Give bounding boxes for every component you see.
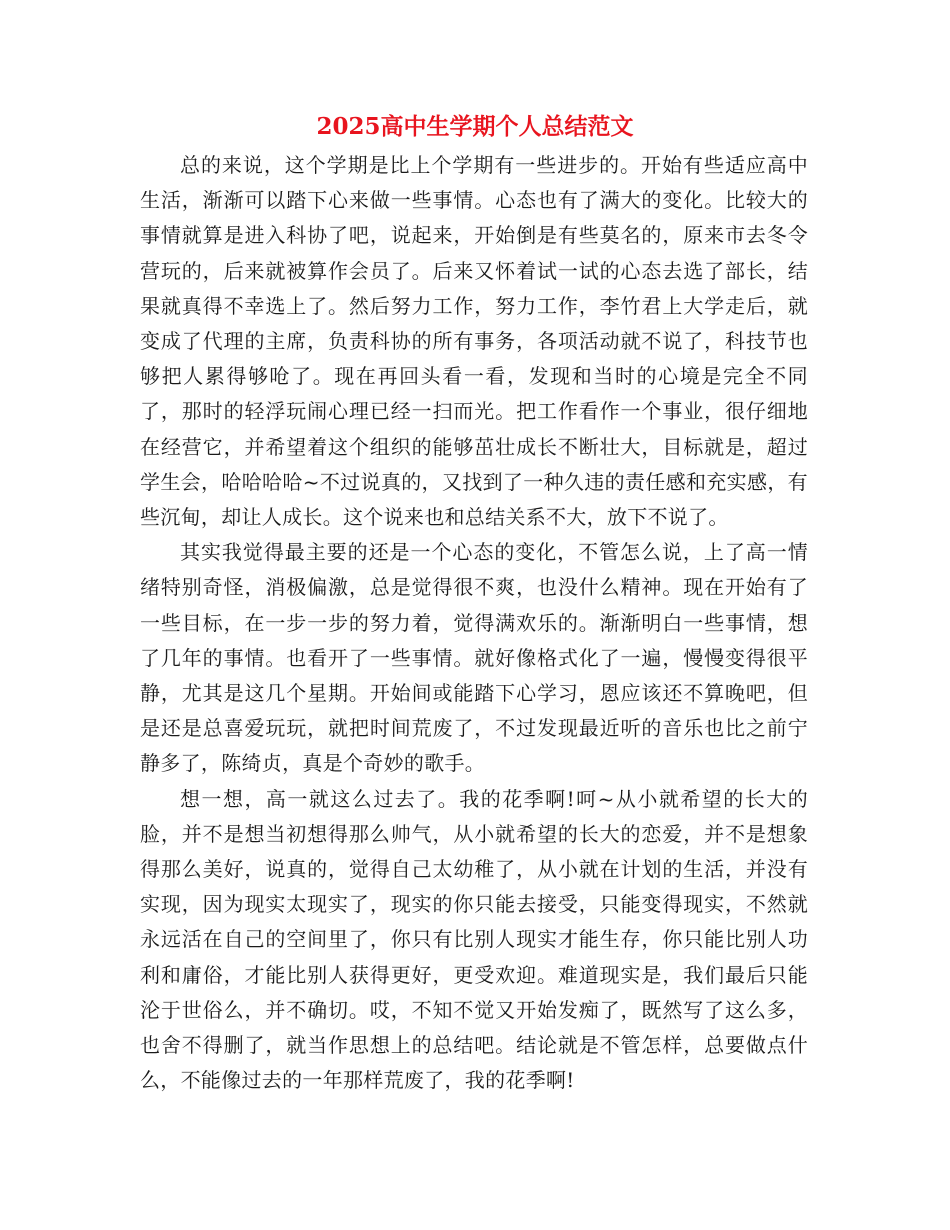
paragraph: 想一想，高一就这么过去了。我的花季啊!呵~从小就希望的长大的脸，并不是想当初想得那么帅气，从小就希望的长大的恋爱，并不是想象得那么美好，说真的，觉得自己太幼稚了，从小就在计划的生活，并没有实现，因为现实太现实了，现实的你只能去接受，只能变得现实，不然就永远活在自己的空间里了，你只有比别人现实才能生存，你只能比别人功利和庸俗，才能比别人获得更好，更受欢迎。难道现实是，我们最后只能沦于世俗么，并不确切。哎，不知不觉又开始发痴了，既然写了这么多，也舍不得删了，就当作思想上的总结吧。结论就是不管怎样，总要做点什么，不能像过去的一年那样荒废了，我的花季啊! — [140, 786, 808, 1093]
paragraph: 其实我觉得最主要的还是一个心态的变化，不管怎么说，上了高一情绪特别奇怪，消极偏激，总是觉得很不爽，也没什么精神。现在开始有了一些目标，在一步一步的努力着，觉得满欢乐的。渐渐明白一些事情，想了几年的事情。也看开了一些事情。就好像格式化了一遍，慢慢变得很平静，尤其是这几个星期。开始间或能踏下心学习，恩应该还不算晚吧，但是还是总喜爱玩玩，就把时间荒废了，不过发现最近听的音乐也比之前宁静多了，陈绮贞，真是个奇妙的歌手。 — [140, 540, 808, 776]
paragraph: 总的来说，这个学期是比上个学期有一些进步的。开始有些适应高中生活，渐渐可以踏下心来做一些事情。心态也有了满大的变化。比较大的事情就算是进入科协了吧，说起来，开始倒是有些莫名的，原来市去冬令营玩的，后来就被算作会员了。后来又怀着试一试的心态去选了部长，结果就真得不幸选上了。然后努力工作，努力工作，李竹君上大学走后，就变成了代理的主席，负责科协的所有事务，各项活动就不说了，科技节也够把人累得够呛了。现在再回头看一看，发现和当时的心境是完全不同了，那时的轻浮玩闹心理已经一扫而光。把工作看作一个事业，很仔细地在经营它，并希望着这个组织的能够茁壮成长不断壮大，目标就是，超过学生会，哈哈哈哈~不过说真的，又找到了一种久违的责任感和充实感，有些沉甸，却让人成长。这个说来也和总结关系不大，放下不说了。 — [140, 153, 808, 530]
document-body — [140, 148, 808, 1098]
document-title: 2025高中生学期个人总结范文 — [316, 113, 634, 140]
